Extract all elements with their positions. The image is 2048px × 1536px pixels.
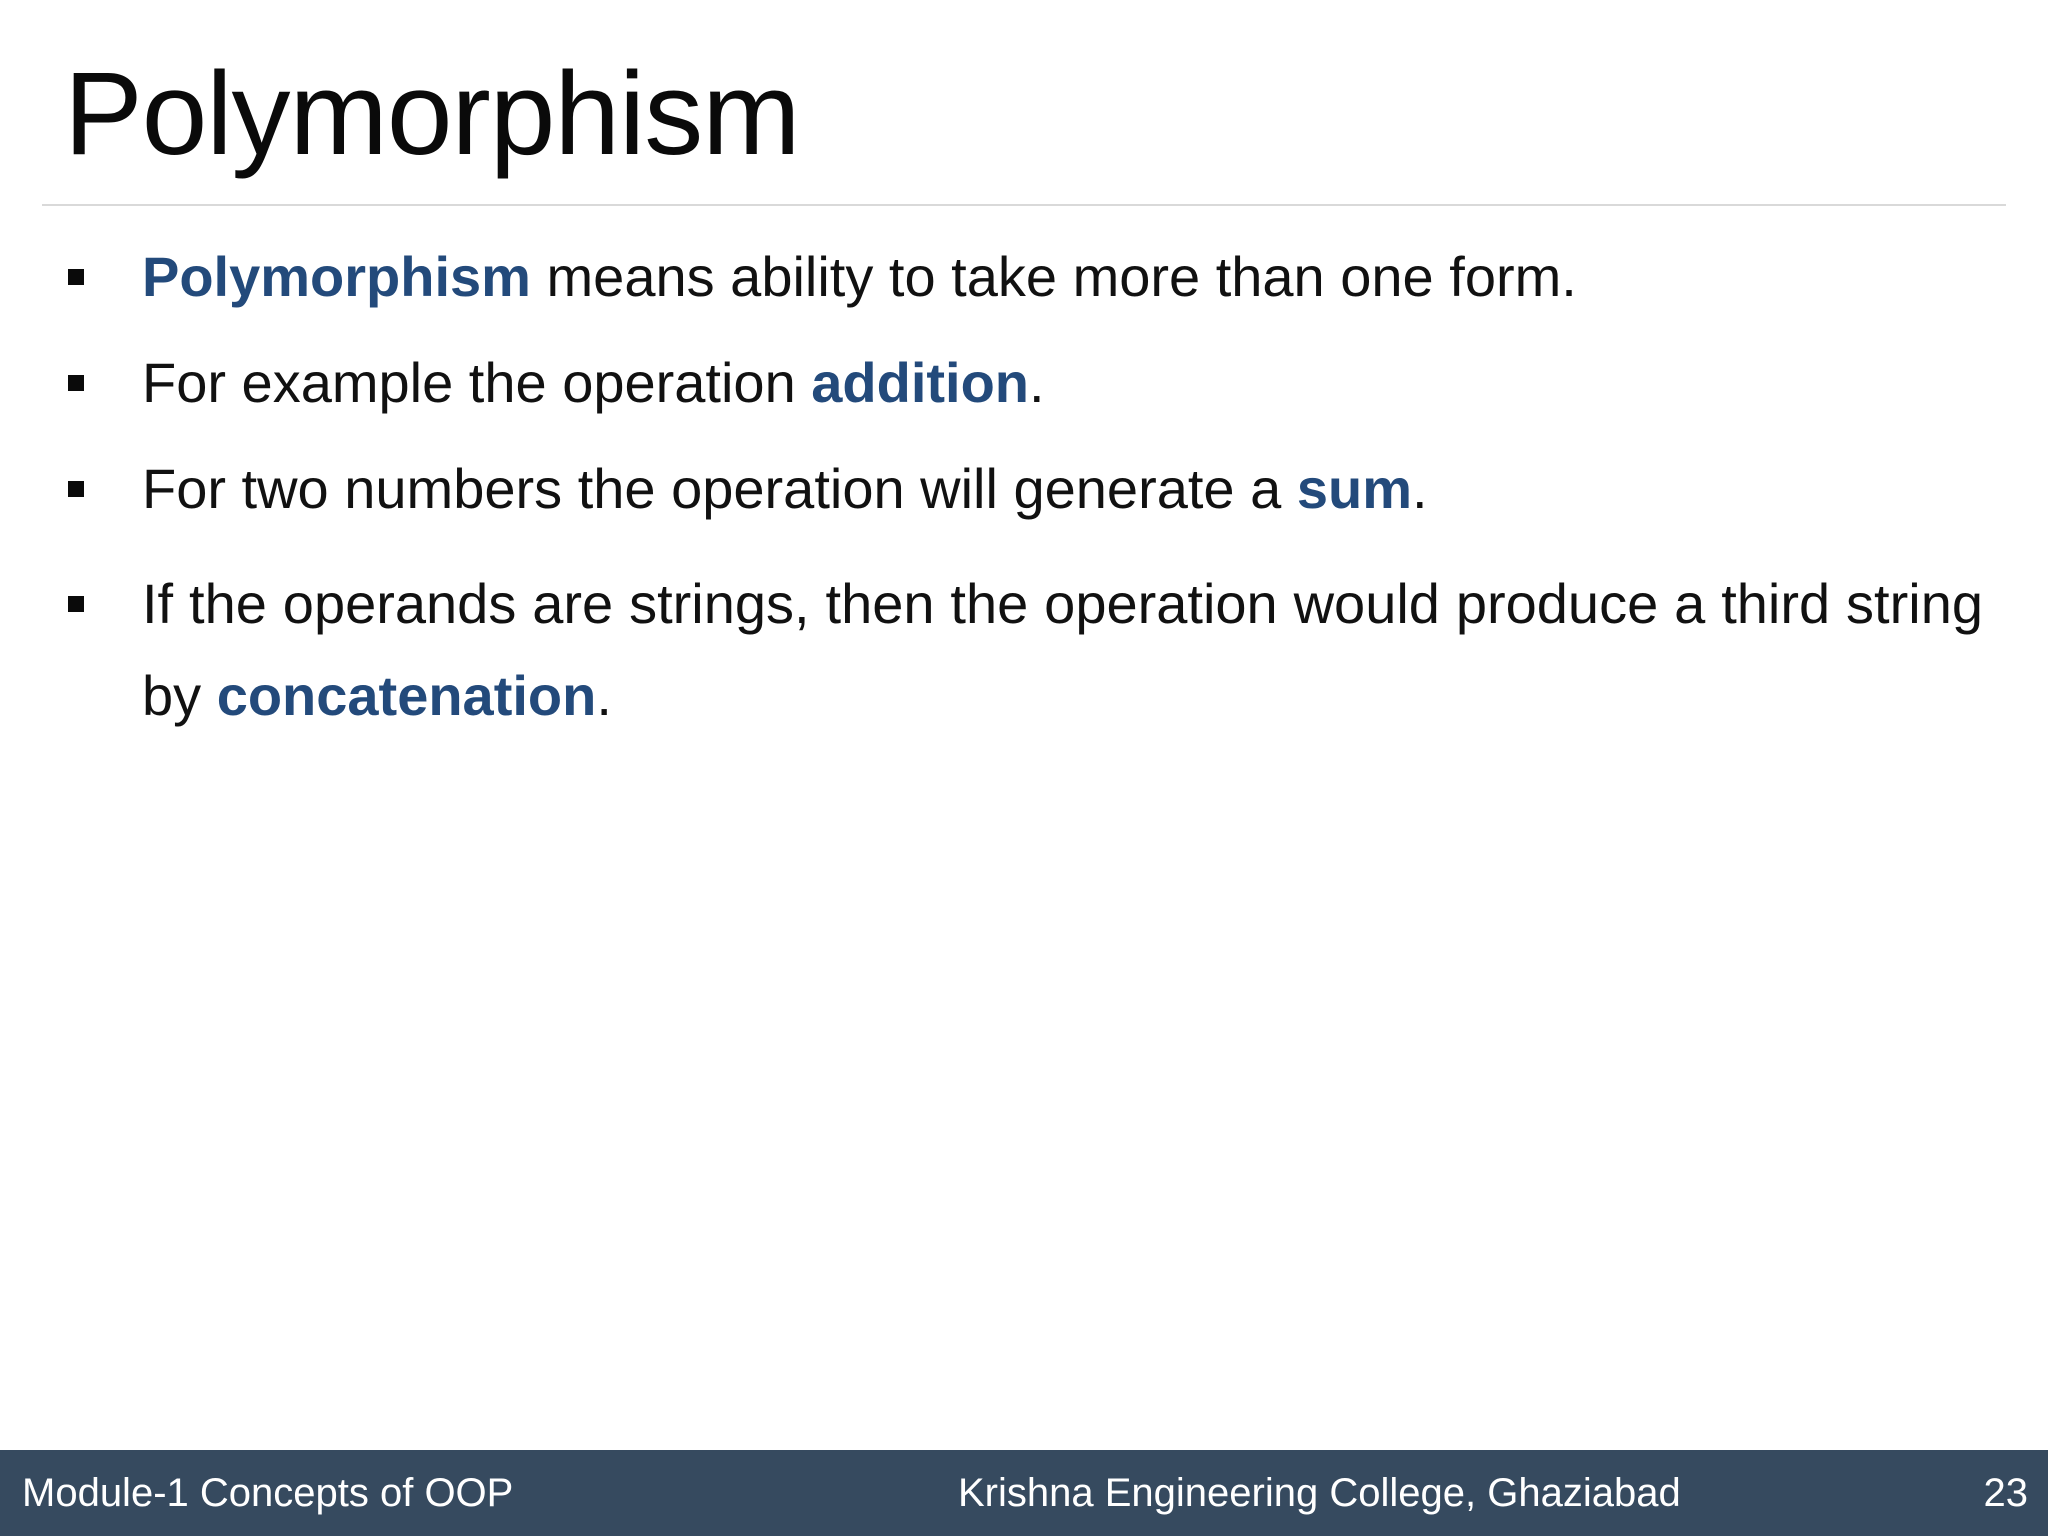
highlight-term: sum [1296,457,1412,520]
square-bullet-icon [68,558,142,650]
slide-title: Polymorphism [64,48,800,180]
bullet-text [142,558,1983,742]
footer-module: Module-1 Concepts of OOP [22,1471,514,1515]
bullet-item [68,240,1983,314]
bullet-text-after: . [1029,351,1045,414]
title-divider [42,204,2006,206]
bullet-text-after: . [1412,457,1428,520]
page-number: 23 [1983,1471,2028,1515]
footer-institution: Krishna Engineering College, Ghaziabad [958,1471,1681,1515]
square-bullet-icon [68,240,142,314]
bullet-text-before: For two numbers the operation will generate a [142,457,1297,520]
highlight-term: Polymorphism [142,245,531,308]
square-bullet-icon [68,346,142,420]
bullet-list [68,240,1983,774]
bullet-item [68,558,1983,742]
bullet-text [142,240,1577,314]
square-bullet-icon [68,452,142,526]
bullet-item [68,346,1983,420]
highlight-term: concatenation [216,664,597,727]
bullet-text-after: means ability to take more than one form. [530,245,1577,308]
bullet-item [68,452,1983,526]
highlight-term: addition [811,351,1030,414]
bullet-text-after: . [596,664,612,727]
slide-footer [0,1450,2048,1536]
bullet-text [142,452,1428,526]
bullet-text-before: If the operands are strings, then the operation would produce a third string by [142,572,1983,727]
bullet-text [142,346,1045,420]
bullet-text-before: For example the operation [142,351,812,414]
